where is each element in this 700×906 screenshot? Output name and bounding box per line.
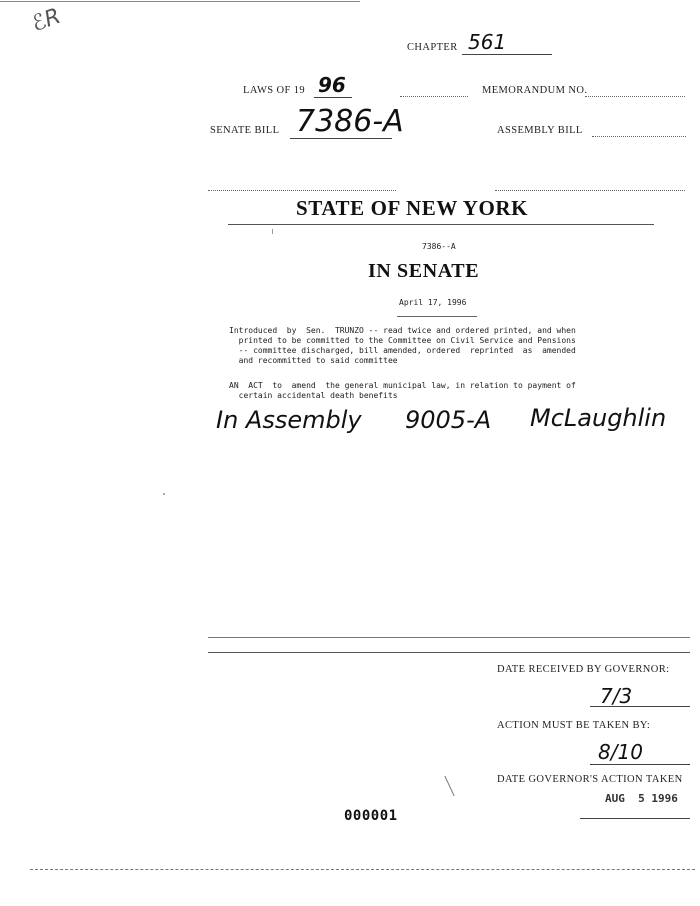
lower-rule-1 bbox=[208, 637, 690, 638]
handwritten-sponsor: McLaughlin bbox=[530, 404, 667, 432]
state-title-rule bbox=[228, 224, 654, 225]
lower-rule-2 bbox=[208, 652, 690, 653]
senate-bill-label: SENATE BILL bbox=[210, 125, 280, 136]
date-received-underline bbox=[590, 706, 690, 707]
chapter-value: 561 bbox=[468, 30, 507, 54]
chapter-label: CHAPTER bbox=[407, 42, 458, 53]
scan-top-line bbox=[0, 1, 360, 2]
act-line: certain accidental death benefits bbox=[229, 391, 398, 400]
laws-dotted-line bbox=[400, 96, 468, 97]
memorandum-label: MEMORANDUM NO. bbox=[482, 85, 588, 96]
bill-date: April 17, 1996 bbox=[399, 298, 467, 307]
bill-number: 7386--A bbox=[422, 242, 456, 251]
laws-value: 96 bbox=[318, 73, 346, 97]
page-number: 000001 bbox=[344, 808, 398, 824]
action-by-value: 8/10 bbox=[598, 740, 643, 764]
separator-left bbox=[208, 190, 396, 191]
date-received-value: 7/3 bbox=[600, 684, 633, 708]
state-title: STATE OF NEW YORK bbox=[296, 196, 529, 220]
scan-dot bbox=[163, 493, 165, 495]
bill-date-rule bbox=[397, 316, 477, 317]
senate-bill-value: 7386-A bbox=[296, 104, 404, 139]
separator-right bbox=[495, 190, 685, 191]
action-by-label: ACTION MUST BE TAKEN BY: bbox=[497, 720, 651, 731]
corner-initials: ℰR bbox=[28, 3, 65, 38]
assembly-bill-label: ASSEMBLY BILL bbox=[497, 125, 583, 136]
action-by-underline bbox=[590, 764, 690, 765]
intro-line: Introduced by Sen. TRUNZO -- read twice and ordered printed, and when bbox=[229, 326, 576, 335]
action-taken-underline bbox=[580, 818, 690, 819]
laws-label: LAWS OF 19 bbox=[243, 85, 306, 96]
senate-bill-underline bbox=[290, 138, 392, 139]
handwritten-assembly-number: 9005-A bbox=[405, 406, 492, 434]
intro-line: and recommitted to said committee bbox=[229, 356, 398, 365]
act-paragraph bbox=[229, 381, 576, 401]
scan-stroke bbox=[444, 776, 454, 796]
date-received-label: DATE RECEIVED BY GOVERNOR: bbox=[497, 664, 670, 675]
assembly-bill-line bbox=[592, 136, 686, 137]
chamber-title: IN SENATE bbox=[368, 260, 480, 282]
intro-line: printed to be committed to the Committee on Civil Service and Pensions bbox=[229, 336, 576, 345]
intro-paragraph bbox=[229, 326, 576, 366]
action-taken-stamp: AUG 5 1996 bbox=[605, 792, 678, 805]
intro-line: -- committee discharged, bill amended, ordered reprinted as amended bbox=[229, 346, 576, 355]
handwritten-in-assembly: In Assembly bbox=[216, 406, 362, 434]
action-taken-label: DATE GOVERNOR'S ACTION TAKEN bbox=[497, 774, 683, 785]
laws-underline bbox=[314, 97, 352, 98]
act-line: AN ACT to amend the general municipal law, in relation to payment of bbox=[229, 381, 576, 390]
scan-tick bbox=[272, 229, 273, 234]
chapter-underline bbox=[462, 54, 552, 55]
scan-bottom-line bbox=[30, 869, 695, 870]
memorandum-line bbox=[585, 96, 685, 97]
